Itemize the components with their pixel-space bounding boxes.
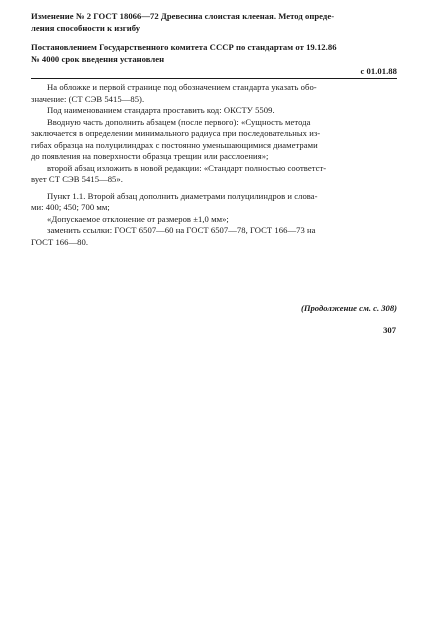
paragraph-line: гибах образца на полуцилиндрах с постоянно уменьшающимися диаметрами [31,139,318,150]
paragraph-line: На обложке и первой странице под обозначением стандарта указать обо- [47,82,317,92]
paragraph-line: заменить ссылки: ГОСТ 6507—60 на ГОСТ 6507—78, ГОСТ 166—73 на [47,225,316,235]
title-line: Изменение № 2 ГОСТ 18066—72 Древесина слоистая клееная. Метод опреде- [31,11,335,21]
effective-date-block [31,66,397,78]
paragraph [31,214,397,226]
amendment-body [31,82,397,248]
page-number: 307 [383,325,396,335]
paragraph [31,105,397,117]
paragraph-line: ми: 400; 450; 700 мм; [31,202,110,212]
paragraph [31,163,397,186]
amendment-title [31,11,397,34]
paragraph-line: второй абзац изложить в новой редакции: «Стандарт полностью соответст- [47,162,327,173]
paragraph-line: значение: (СТ СЭВ 5415—85). [31,93,145,104]
decree-line: № 4000 срок введения установлен [31,53,165,64]
effective-date: с 01.01.88 [360,66,397,76]
paragraph-line: ГОСТ 166—80. [31,236,89,247]
paragraph [31,82,397,105]
continuation-note: (Продолжение см. с. 308) [300,303,397,313]
header-divider [31,78,397,79]
paragraph-line: вует СТ СЭВ 5415—85». [31,174,123,184]
title-line: ления способности к изгибу [31,22,141,33]
paragraph-line: «Допускаемое отклонение от размеров ±1,0 мм»; [47,213,229,224]
paragraph-line: Вводную часть дополнить абзацем (после первого): «Сущность метода [47,116,311,127]
paragraph [31,117,397,163]
paragraph [31,225,397,248]
decree-line: Постановлением Государственного комитета СССР по стандартам от 19.12.86 [31,42,337,52]
paragraph-line: до появления на поверхности образца трещин или расслоения»; [31,151,269,161]
decree-statement [31,42,397,65]
paragraph [31,191,397,214]
paragraph-line: Пункт 1.1. Второй абзац дополнить диаметрами полуцилиндров и слова- [47,190,318,201]
paragraph-line: Под наименованием стандарта проставить код: ОКСТУ 5509. [47,105,275,115]
paragraph-line: заключается в определении минимального радиуса при последовательных из- [31,128,321,138]
